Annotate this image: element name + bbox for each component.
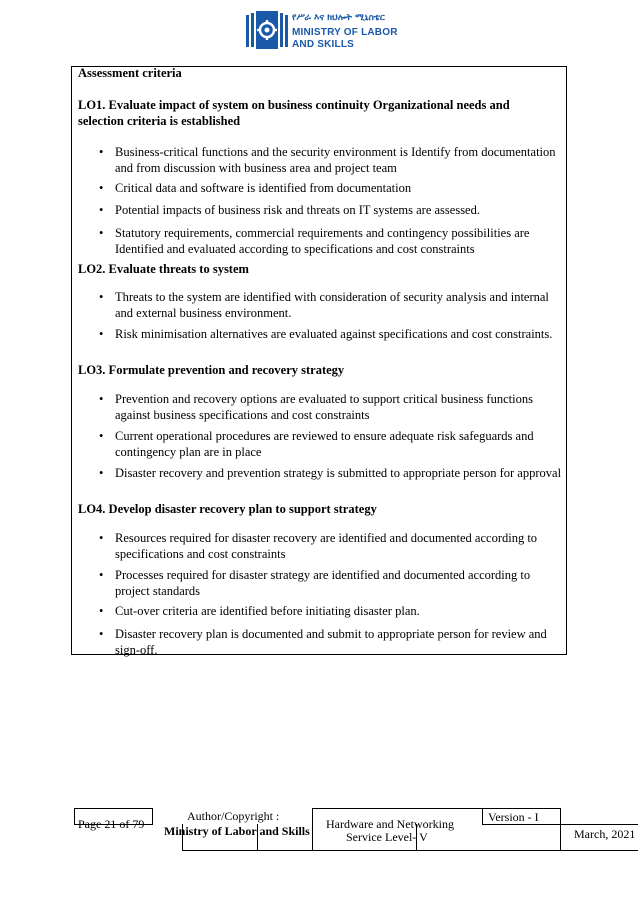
program-name: Hardware and Networking (326, 817, 454, 831)
list-item: • Threats to the system are identified with consideration of security analysis and internal and external business environment. (99, 290, 549, 320)
author-name: Ministry of Labor and Skills (164, 824, 310, 838)
list-item: • Cut-over criteria are identified before initiating disaster plan. (99, 604, 420, 618)
list-item: • Risk minimisation alternatives are evaluated against specifications and cost constraints. (99, 327, 553, 341)
lo4-heading: LO4. Develop disaster recovery plan to support strategy (78, 502, 377, 516)
ministry-name-line2: AND SKILLS (292, 39, 354, 50)
page-footer (74, 808, 638, 850)
version-label: Version - I (488, 810, 539, 824)
list-item: • Potential impacts of business risk and threats on IT systems are assessed. (99, 203, 480, 217)
ministry-name-line1: MINISTRY OF LABOR (292, 27, 398, 38)
list-item: • Business-critical functions and the security environment is Identify from documentation and from discussion with business area and project team (99, 145, 556, 175)
service-level: Service Level- V (346, 830, 428, 844)
section-title: Assessment criteria (78, 66, 182, 80)
lo2-heading: LO2. Evaluate threats to system (78, 262, 249, 276)
list-item: • Current operational procedures are reviewed to ensure adequate risk safeguards and contingency plan are in place (99, 429, 534, 459)
lo3-heading: LO3. Formulate prevention and recovery strategy (78, 363, 345, 377)
footer-date: March, 2021 (574, 827, 636, 841)
author-label: Author/Copyright : (187, 809, 280, 823)
lo1-heading: LO1. Evaluate impact of system on business continuity Organizational needs and selection criteria is established (78, 98, 510, 128)
ministry-name-amharic: የሥራ እና ክህሎት ሚኒስቴር (292, 13, 385, 23)
list-item: • Statutory requirements, commercial requirements and contingency possibilities are Identified and evaluated according to specifications and cost constraints (99, 226, 530, 256)
list-item: • Prevention and recovery options are evaluated to support critical business functions against business specifications and cost constraints (99, 392, 533, 422)
list-item: • Critical data and software is identified from documentation (99, 181, 412, 195)
page-number: Page 21 of 79 (78, 817, 145, 831)
list-item: • Disaster recovery and prevention strategy is submitted to appropriate person for approval (99, 466, 562, 480)
list-item: • Disaster recovery plan is documented and submit to appropriate person for review and sign-off. (99, 627, 547, 657)
ministry-emblem-icon (246, 11, 288, 49)
list-item: • Processes required for disaster strategy are identified and documented according to project standards (99, 568, 531, 598)
ministry-logo (246, 11, 416, 51)
list-item: • Resources required for disaster recovery are identified and documented according to specifications and cost constraints (99, 531, 538, 561)
